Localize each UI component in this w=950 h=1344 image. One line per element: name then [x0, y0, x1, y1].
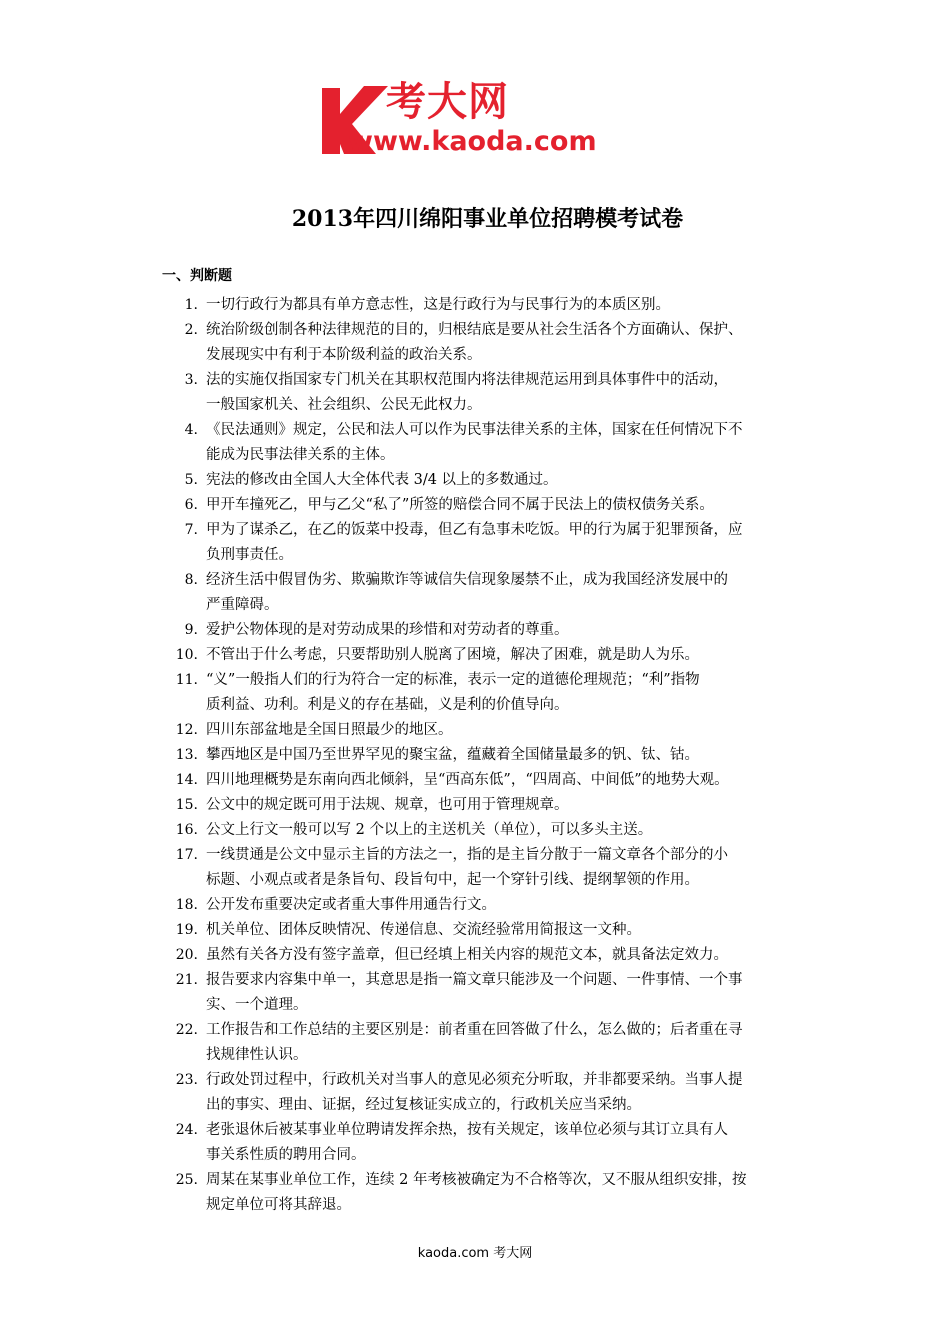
- question-number: 13.: [175, 747, 198, 763]
- question-number: 17.: [175, 847, 198, 863]
- question-text-line: 爱护公物体现的是对劳动成果的珍惜和对劳动者的尊重。: [206, 622, 569, 638]
- question-text-line: 工作报告和工作总结的主要区别是：前者重在回答做了什么，怎么做的；后者重在寻: [206, 1022, 743, 1038]
- question-number: 4.: [184, 422, 198, 438]
- question-item: [162, 668, 812, 718]
- question-number: 14.: [175, 772, 198, 788]
- kaoda-logo: [318, 80, 638, 160]
- logo-name: 考大网: [386, 79, 509, 125]
- question-text-line: 负刑事责任。: [206, 547, 293, 563]
- question-item: [162, 893, 812, 918]
- question-text-line: 找规律性认识。: [206, 1047, 308, 1063]
- question-item: [162, 843, 812, 893]
- question-text-line: 出的事实、理由、证据，经过复核证实成立的，行政机关应当采纳。: [206, 1097, 641, 1113]
- question-item: [162, 493, 812, 518]
- question-text-line: 不管出于什么考虑，只要帮助别人脱离了困境，解决了困难，就是助人为乐。: [206, 647, 699, 663]
- question-text-line: 行政处罚过程中，行政机关对当事人的意见必须充分听取，并非都要采纳。当事人提: [206, 1072, 743, 1088]
- question-number: 2.: [184, 322, 198, 338]
- question-item: [162, 518, 812, 568]
- question-number: 10.: [175, 647, 198, 663]
- question-text-line: 发展现实中有利于本阶级利益的政治关系。: [206, 347, 482, 363]
- question-item: [162, 968, 812, 1018]
- page-footer: kaoda.com 考大网: [417, 1246, 533, 1261]
- question-number: 25.: [175, 1172, 198, 1188]
- question-text-line: 四川东部盆地是全国日照最少的地区。: [206, 722, 453, 738]
- question-text-line: 甲为了谋杀乙，在乙的饭菜中投毒，但乙有急事未吃饭。甲的行为属于犯罪预备，应: [206, 522, 743, 538]
- question-number: 5.: [184, 472, 198, 488]
- question-text-line: 报告要求内容集中单一，其意思是指一篇文章只能涉及一个问题、一件事情、一个事: [206, 972, 743, 988]
- question-text-line: 严重障碍。: [206, 597, 279, 613]
- question-item: [162, 743, 812, 768]
- question-list: [162, 293, 812, 1218]
- section-heading: 一、判断题: [162, 268, 232, 284]
- question-number: 9.: [184, 622, 198, 638]
- question-number: 23.: [175, 1072, 198, 1088]
- question-number: 18.: [175, 897, 198, 913]
- question-item: [162, 1168, 812, 1218]
- question-number: 15.: [175, 797, 198, 813]
- question-number: 22.: [175, 1022, 198, 1038]
- question-text-line: 老张退休后被某事业单位聘请发挥余热，按有关规定，该单位必须与其订立具有人: [206, 1122, 728, 1138]
- question-number: 12.: [175, 722, 198, 738]
- question-number: 24.: [175, 1122, 198, 1138]
- question-text-line: 甲开车撞死乙，甲与乙父“私了”所签的赔偿合同不属于民法上的债权债务关系。: [206, 497, 714, 513]
- logo-url: www.kaoda.com: [348, 126, 597, 157]
- question-item: [162, 818, 812, 843]
- question-text-line: 统治阶级创制各种法律规范的目的，归根结底是要从社会生活各个方面确认、保护、: [206, 322, 743, 338]
- question-text-line: 虽然有关各方没有签字盖章，但已经填上相关内容的规范文本，就具备法定效力。: [206, 947, 728, 963]
- question-number: 8.: [184, 572, 198, 588]
- question-number: 16.: [175, 822, 198, 838]
- question-number: 7.: [184, 522, 198, 538]
- question-text-line: 事关系性质的聘用合同。: [206, 1147, 366, 1163]
- question-text-line: 一般国家机关、社会组织、公民无此权力。: [206, 397, 482, 413]
- question-text-line: 实、一个道理。: [206, 997, 308, 1013]
- question-item: [162, 318, 812, 368]
- question-number: 6.: [184, 497, 198, 513]
- question-text-line: 法的实施仅指国家专门机关在其职权范围内将法律规范运用到具体事件中的活动，: [206, 372, 728, 388]
- question-item: [162, 618, 812, 643]
- question-text-line: 经济生活中假冒伪劣、欺骗欺诈等诚信失信现象屡禁不止，成为我国经济发展中的: [206, 572, 728, 588]
- question-item: [162, 793, 812, 818]
- question-item: [162, 368, 812, 418]
- question-item: [162, 943, 812, 968]
- question-text-line: 周某在某事业单位工作，连续 2 年考核被确定为不合格等次，又不服从组织安排，按: [206, 1172, 747, 1188]
- question-text-line: 四川地理概势是东南向西北倾斜，呈“西高东低”，“四周高、中间低”的地势大观。: [206, 772, 729, 788]
- question-item: [162, 568, 812, 618]
- question-text-line: 公文中的规定既可用于法规、规章，也可用于管理规章。: [206, 797, 569, 813]
- document-title: 2013年四川绵阳事业单位招聘模考试卷: [291, 206, 684, 232]
- question-number: 21.: [175, 972, 198, 988]
- question-item: [162, 918, 812, 943]
- question-text-line: 能成为民事法律关系的主体。: [206, 447, 395, 463]
- question-text-line: 公文上行文一般可以写 2 个以上的主送机关（单位），可以多头主送。: [206, 822, 653, 838]
- question-item: [162, 768, 812, 793]
- question-text-line: 规定单位可将其辞退。: [206, 1197, 351, 1213]
- question-item: [162, 293, 812, 318]
- question-text-line: “义”一般指人们的行为符合一定的标准，表示一定的道德伦理规范；“利”指物: [206, 672, 700, 688]
- question-text-line: 宪法的修改由全国人大全体代表 3/4 以上的多数通过。: [206, 472, 558, 488]
- question-text-line: 质利益、功利。利是义的存在基础，义是利的价值导向。: [206, 697, 569, 713]
- question-text-line: 公开发布重要决定或者重大事件用通告行文。: [206, 897, 496, 913]
- question-item: [162, 468, 812, 493]
- question-item: [162, 418, 812, 468]
- question-number: 11.: [175, 672, 198, 688]
- question-item: [162, 718, 812, 743]
- question-number: 20.: [175, 947, 198, 963]
- question-text-line: 标题、小观点或者是条旨句、段旨句中，起一个穿针引线、提纲挈领的作用。: [206, 872, 699, 888]
- question-item: [162, 1068, 812, 1118]
- question-text-line: 机关单位、团体反映情况、传递信息、交流经验常用简报这一文种。: [206, 922, 641, 938]
- question-text-line: 攀西地区是中国乃至世界罕见的聚宝盆，蕴藏着全国储量最多的钒、钛、钴。: [206, 747, 699, 763]
- question-text-line: 一切行政行为都具有单方意志性，这是行政行为与民事行为的本质区别。: [206, 297, 670, 313]
- question-number: 1.: [184, 297, 198, 313]
- question-item: [162, 1118, 812, 1168]
- question-number: 3.: [184, 372, 198, 388]
- question-text-line: 一线贯通是公文中显示主旨的方法之一，指的是主旨分散于一篇文章各个部分的小: [206, 847, 728, 863]
- question-item: [162, 1018, 812, 1068]
- question-item: [162, 643, 812, 668]
- question-number: 19.: [175, 922, 198, 938]
- question-text-line: 《民法通则》规定，公民和法人可以作为民事法律关系的主体，国家在任何情况下不: [206, 422, 743, 438]
